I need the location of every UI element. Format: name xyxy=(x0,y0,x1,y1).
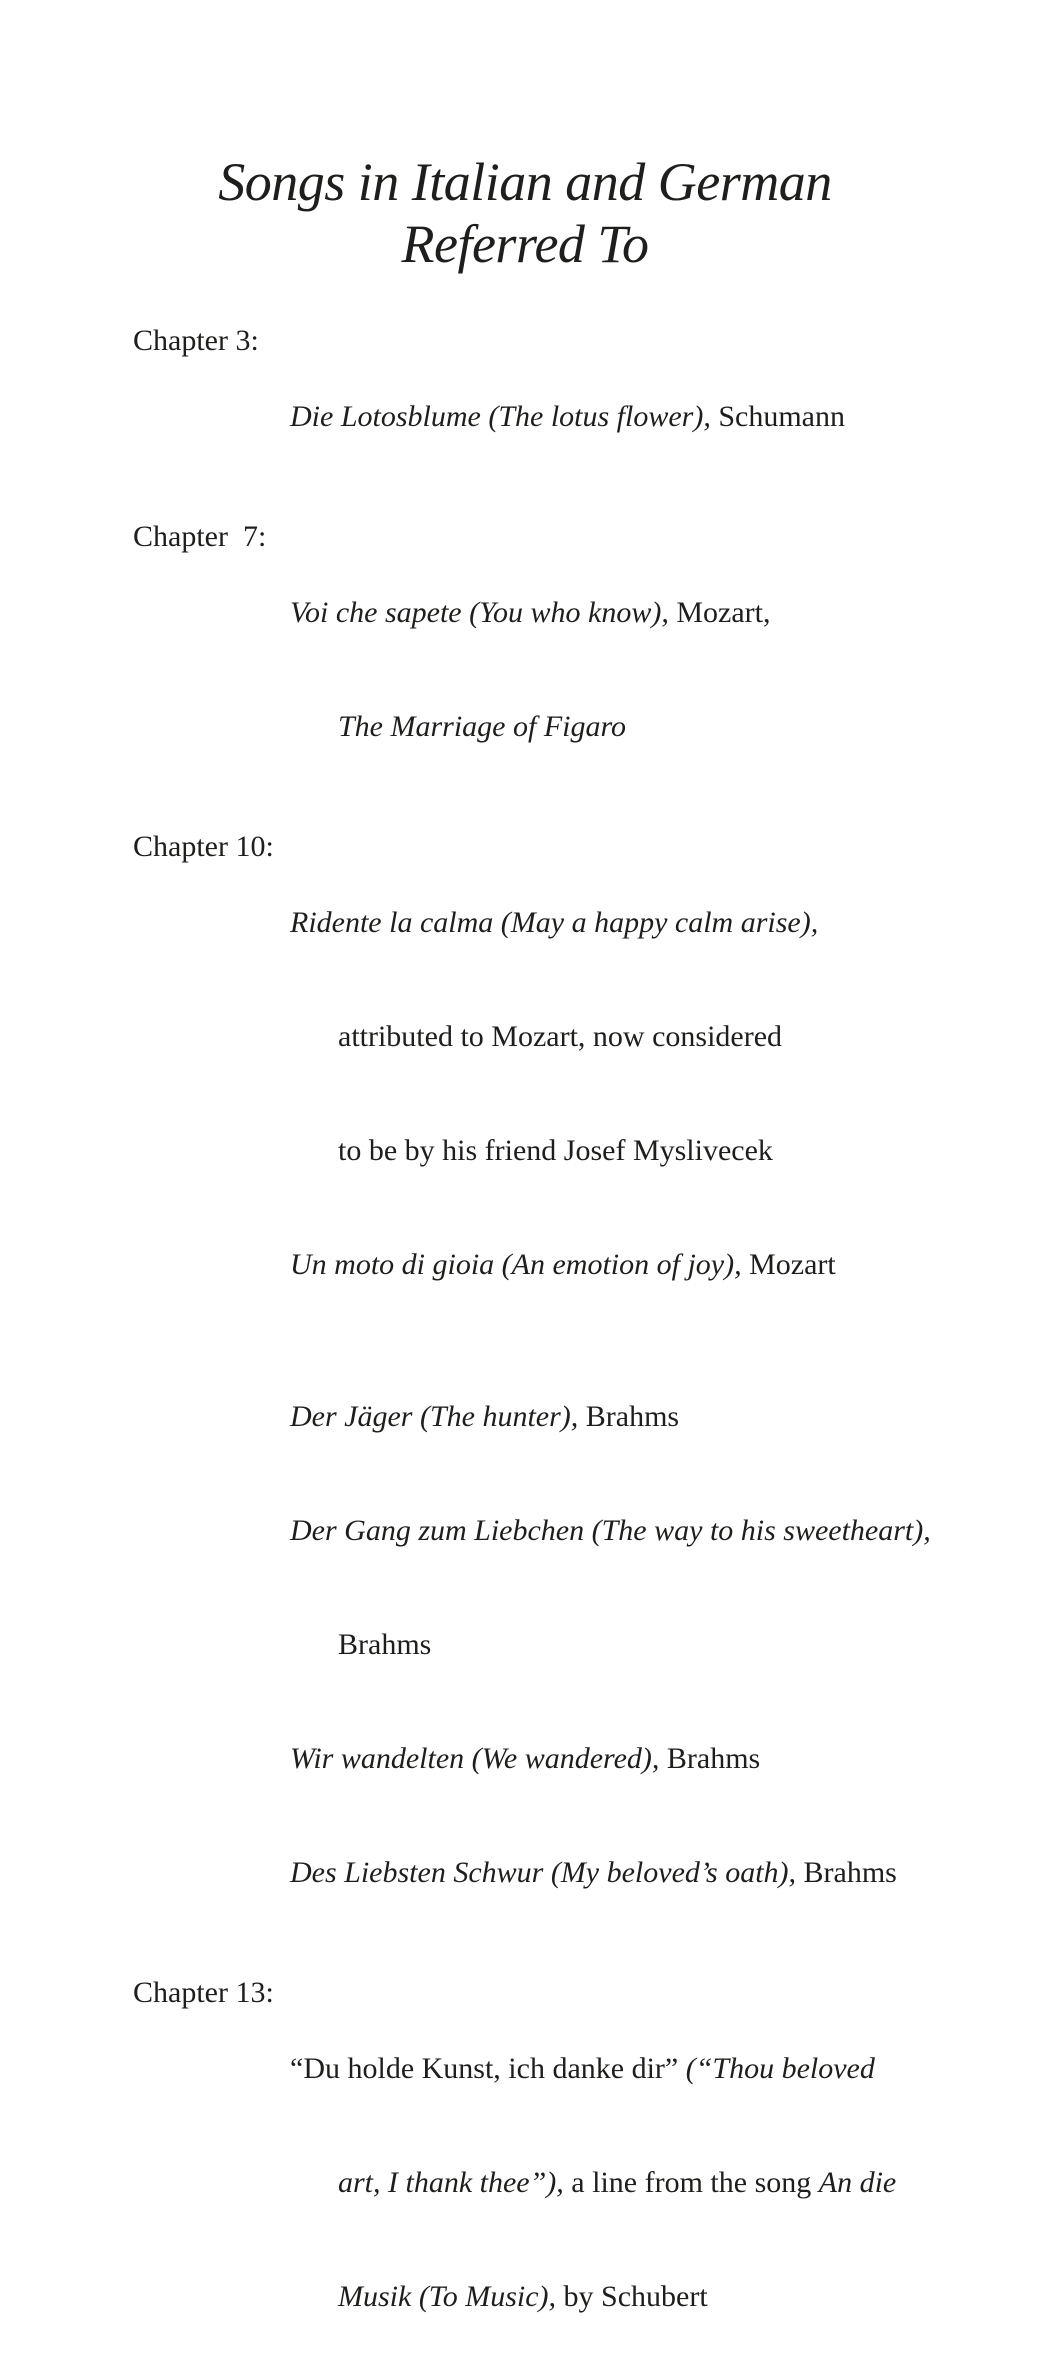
song-line-continuation xyxy=(133,1094,1010,1208)
song-title-text: Des Liebsten Schwur (My beloved’s oath), xyxy=(290,1856,797,1889)
song-line xyxy=(133,1702,1010,1816)
song-title-text: Die Lotosblume (The lotus flower), xyxy=(290,400,711,433)
composer-text: Mozart, xyxy=(668,596,771,629)
opera-title-text: The Marriage of Figaro xyxy=(338,710,627,743)
chapter-section-10 xyxy=(133,828,1010,1930)
song-line xyxy=(133,866,1010,980)
page-title-line1: Songs in Italian and German xyxy=(218,152,832,212)
composer-text: Schumann xyxy=(710,400,845,433)
song-line-continuation xyxy=(133,670,1010,784)
song-line xyxy=(133,1474,1010,1588)
translation-text: (“Thou beloved xyxy=(685,2052,875,2085)
chapter-list xyxy=(133,322,1010,2354)
song-title-text: Der Jäger (The hunter), xyxy=(290,1400,579,1433)
song-line-continuation xyxy=(133,2240,1010,2354)
song-title-text: Ridente la calma (May a happy calm arise), xyxy=(290,906,819,939)
page-title xyxy=(0,151,1050,275)
song-title-text: Musik (To Music), xyxy=(338,2280,557,2313)
page-title-line2: Referred To xyxy=(401,214,649,274)
note-text: to be by his friend Josef Myslivecek xyxy=(338,1134,773,1167)
note-text: a line from the song xyxy=(571,2166,819,2199)
song-title-text: Wir wandelten (We wandered), xyxy=(290,1742,660,1775)
song-line xyxy=(133,360,1010,474)
chapter-heading: Chapter 10: xyxy=(133,830,274,863)
blank-line xyxy=(133,1322,1010,1360)
song-line xyxy=(133,1208,1010,1322)
composer-text: Mozart xyxy=(741,1248,836,1281)
song-line xyxy=(133,2012,1010,2126)
chapter-heading: Chapter 7: xyxy=(133,520,267,553)
song-line xyxy=(133,1360,1010,1474)
composer-text: Brahms xyxy=(338,1628,432,1661)
song-line-continuation xyxy=(133,2126,1010,2240)
translation-text: art, I thank thee”), xyxy=(338,2166,572,2199)
song-line-continuation xyxy=(133,1588,1010,1702)
chapter-section-3 xyxy=(133,322,1010,474)
composer-text: Brahms xyxy=(796,1856,897,1889)
song-title-text: Un moto di gioia (An emotion of joy), xyxy=(290,1248,742,1281)
chapter-section-7 xyxy=(133,518,1010,784)
song-title-text: Der Gang zum Liebchen (The way to his sweetheart), xyxy=(290,1514,931,1547)
song-title-text: An die xyxy=(818,2166,897,2199)
composer-text: Brahms xyxy=(659,1742,761,1775)
chapter-heading: Chapter 13: xyxy=(133,1976,274,2009)
song-line xyxy=(133,1816,1010,1930)
composer-text: Brahms xyxy=(578,1400,680,1433)
chapter-heading: Chapter 3: xyxy=(133,324,259,357)
chapter-section-13 xyxy=(133,1974,1010,2354)
quoted-lyric-text: “Du holde Kunst, ich danke dir” xyxy=(290,2052,686,2085)
composer-text: by Schubert xyxy=(556,2280,708,2313)
song-line-continuation xyxy=(133,980,1010,1094)
song-line xyxy=(133,556,1010,670)
song-title-text: Voi che sapete (You who know), xyxy=(290,596,669,629)
note-text: attributed to Mozart, now considered xyxy=(338,1020,783,1053)
